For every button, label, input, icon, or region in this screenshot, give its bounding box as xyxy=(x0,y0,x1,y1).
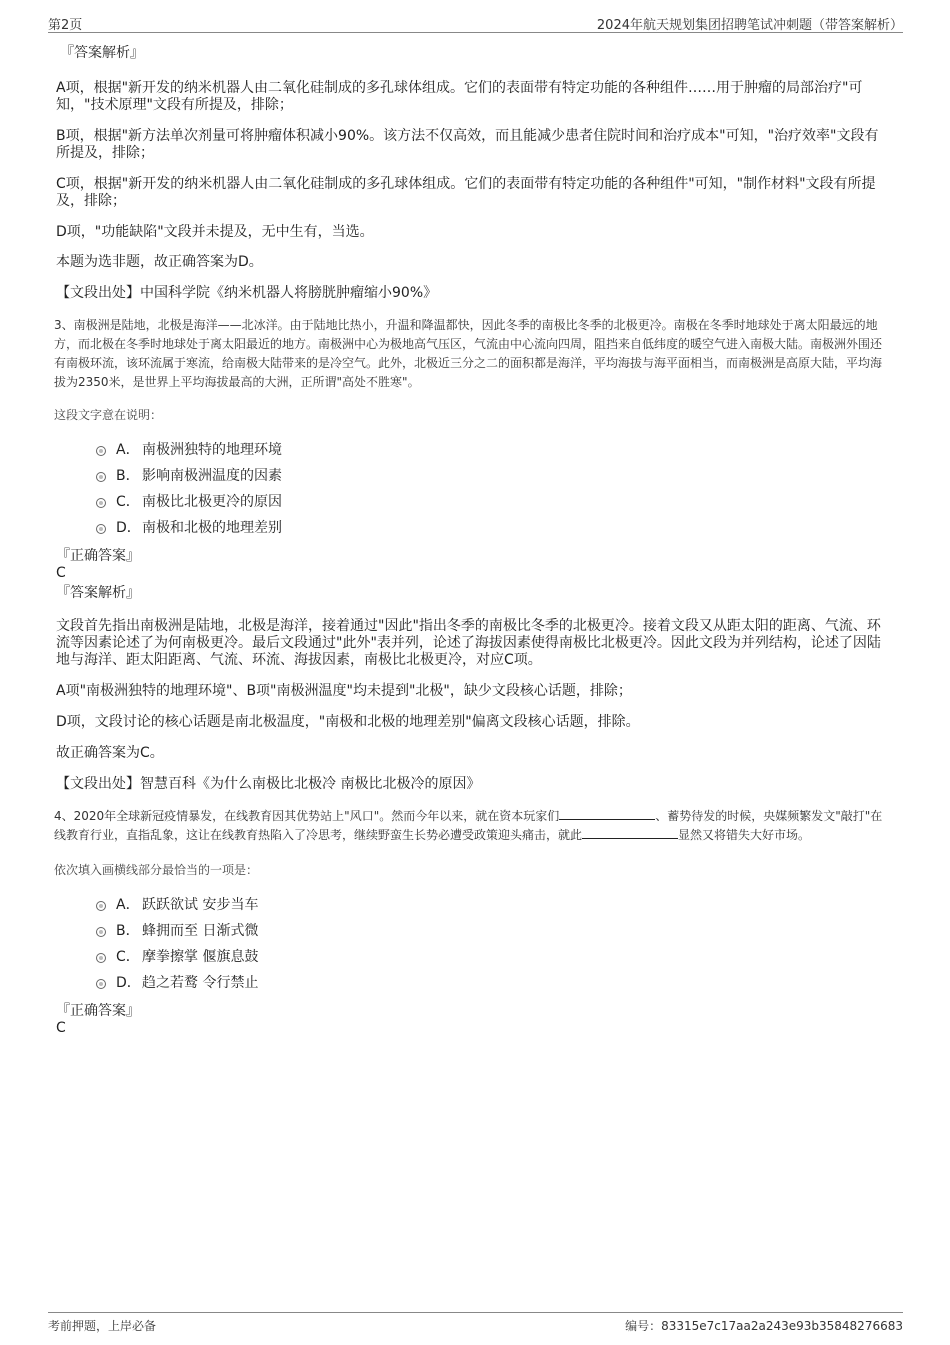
option-b[interactable]: B． 影响南极洲温度的因素 xyxy=(96,463,890,489)
analysis-label: 『答案解析』 xyxy=(60,45,144,61)
correct-answer: C xyxy=(56,565,66,581)
radio-icon[interactable] xyxy=(96,472,106,482)
radio-icon[interactable] xyxy=(96,953,106,963)
fill-blank xyxy=(559,808,655,820)
answer-conclusion: 故正确答案为C。 xyxy=(56,745,164,761)
analysis-paragraph: D项，文段讨论的核心话题是南北极温度，"南极和北极的地理差别"偏离文段核心话题，排除。 xyxy=(56,714,640,730)
analysis-label: 『答案解析』 xyxy=(56,585,140,601)
page-footer xyxy=(48,1312,903,1335)
question-4-stem: 4、2020年全球新冠疫情暴发，在线教育因其优势站上"风口"。然而今年以来，就在资本玩家们 、蓄势待发的时候，央媒频繁发文"敲打"在线教育行业，直指乱象，这让在线教育热陷入了冷思考，继续野蛮生长势必遭受政策迎头痛击，就此 显然又将错失大好市场。 xyxy=(54,809,883,842)
analysis-option-b: B项，根据"新方法单次剂量可将肿瘤体积减小90%。该方法不仅高效，而且能减少患者住院时间和治疗成本"可知，"治疗效率"文段有所提及，排除； xyxy=(56,128,879,161)
analysis-paragraph: 文段首先指出南极洲是陆地，北极是海洋，接着通过"因此"指出冬季的南极比冬季的北极更冷。接着文段又从距太阳的距离、气流、环流等因素论述了为何南极更冷。最后文段通过"此外"表并列，论述了海拔因素使得南极比北极更冷。因此文段为并列结构，论述了因陆地与海洋、距太阳距离、气流、环流、海拔因素，南极比北极更冷，对应C项。 xyxy=(56,618,881,668)
correct-answer-label: 『正确答案』 xyxy=(56,1003,140,1019)
radio-icon[interactable] xyxy=(96,979,106,989)
analysis-option-c: C项，根据"新开发的纳米机器人由二氧化硅制成的多孔球体组成。它们的表面带有特定功能的各种组件"可知，"制作材料"文段有所提及，排除； xyxy=(56,176,876,209)
question-4-options xyxy=(96,892,890,996)
option-a[interactable]: A． 南极洲独特的地理环境 xyxy=(96,437,890,463)
fill-blank xyxy=(582,827,678,839)
option-c[interactable]: C． 摩拳擦掌 偃旗息鼓 xyxy=(96,944,890,970)
radio-icon[interactable] xyxy=(96,901,106,911)
radio-icon[interactable] xyxy=(96,446,106,456)
radio-icon[interactable] xyxy=(96,498,106,508)
document-code: 编号：83315e7c17aa2a243e93b35848276683 xyxy=(625,1319,903,1333)
document-title: 2024年航天规划集团招聘笔试冲刺题（带答案解析） xyxy=(596,18,903,33)
source-citation: 【文段出处】中国科学院《纳米机器人将膀胱肿瘤缩小90%》 xyxy=(56,285,438,301)
option-d[interactable]: D．趋之若鹜 令行禁止 xyxy=(96,970,890,996)
option-d[interactable]: D．南极和北极的地理差别 xyxy=(96,515,890,541)
question-3-prompt: 这段文字意在说明： xyxy=(54,408,163,422)
correct-answer: C xyxy=(56,1020,66,1036)
page-header xyxy=(48,10,903,33)
page-number: 第2页 xyxy=(48,18,83,33)
analysis-option-d: D项，"功能缺陷"文段并未提及，无中生有，当选。 xyxy=(56,224,374,240)
footer-slogan: 考前押题，上岸必备 xyxy=(48,1319,157,1333)
radio-icon[interactable] xyxy=(96,524,106,534)
correct-answer-label: 『正确答案』 xyxy=(56,548,140,564)
analysis-option-a: A项，根据"新开发的纳米机器人由二氧化硅制成的多孔球体组成。它们的表面带有特定功能的各种组件……用于肿瘤的局部治疗"可知，"技术原理"文段有所提及，排除； xyxy=(56,80,863,113)
question-3-options xyxy=(96,437,890,541)
analysis-paragraph: A项"南极洲独特的地理环境"、B项"南极洲温度"均未提到"北极"，缺少文段核心话题，排除； xyxy=(56,683,632,699)
option-b[interactable]: B． 蜂拥而至 日渐式微 xyxy=(96,918,890,944)
question-3-stem: 3、南极洲是陆地，北极是海洋——北冰洋。由于陆地比热小，升温和降温都快，因此冬季的南极比冬季的北极更冷。南极在冬季时地球处于离太阳最远的地方，而北极在冬季时地球处于离太阳最近的地方。南极洲中心为极地高气压区，气流由中心流向四周，阻挡来自低纬度的暖空气进入南极大陆。南极洲外围还有南极环流，该环流属于寒流，给南极大陆带来的是冷空气。此外，北极近三分之二的面积都是海洋，平均海拔与海平面相当，而南极洲是高原大陆，平均海拔为2350米，是世界上平均海拔最高的大洲，正所谓"高处不胜寒"。 xyxy=(54,318,883,389)
option-a[interactable]: A． 跃跃欲试 安步当车 xyxy=(96,892,890,918)
question-4-prompt: 依次填入画横线部分最恰当的一项是： xyxy=(54,863,259,877)
radio-icon[interactable] xyxy=(96,927,106,937)
option-c[interactable]: C． 南极比北极更冷的原因 xyxy=(96,489,890,515)
source-citation: 【文段出处】智慧百科《为什么南极比北极冷 南极比北极冷的原因》 xyxy=(56,776,481,792)
answer-conclusion: 本题为选非题，故正确答案为D。 xyxy=(56,254,263,270)
page-content xyxy=(56,44,890,1037)
